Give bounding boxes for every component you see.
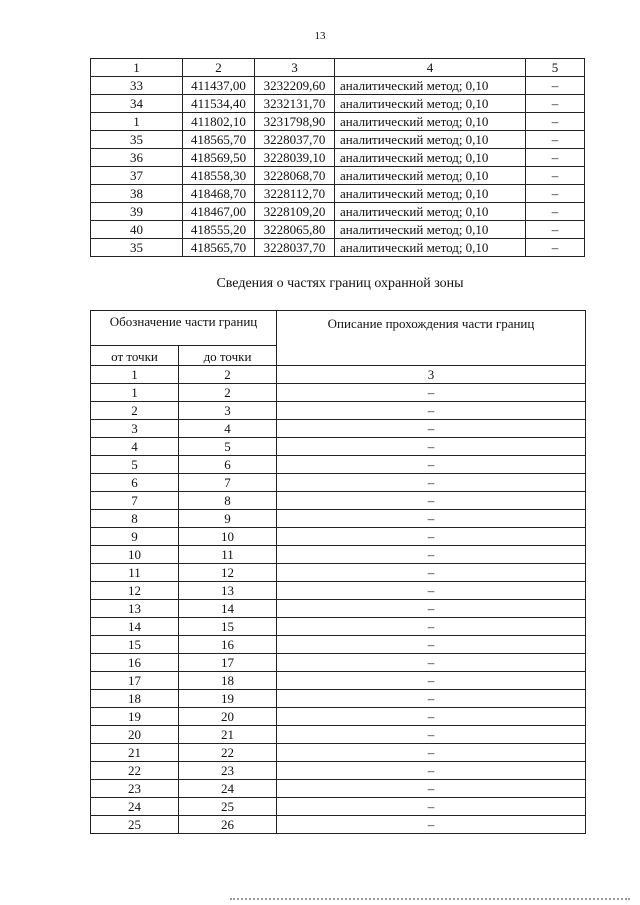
description-cell: –	[277, 672, 586, 690]
table-row	[91, 726, 586, 744]
to-point-cell: 19	[179, 690, 277, 708]
method-cell: аналитический метод; 0,10	[335, 167, 526, 185]
table-row	[91, 113, 585, 131]
table-row	[91, 780, 586, 798]
x-coordinate-cell: 418467,00	[183, 203, 255, 221]
coordinates-table-body	[91, 77, 585, 257]
from-point-cell: 14	[91, 618, 179, 636]
page-number: 13	[314, 30, 326, 42]
from-point-cell: 9	[91, 528, 179, 546]
from-point-cell: 16	[91, 654, 179, 672]
table-row	[91, 654, 586, 672]
table-row	[91, 239, 585, 257]
method-cell: аналитический метод; 0,10	[335, 131, 526, 149]
from-point-cell: 10	[91, 546, 179, 564]
x-coordinate-cell: 411802,10	[183, 113, 255, 131]
description-cell: –	[277, 474, 586, 492]
to-point-cell: 14	[179, 600, 277, 618]
y-coordinate-cell: 3228068,70	[255, 167, 335, 185]
boundary-parts-header-row	[91, 311, 586, 346]
description-cell: –	[277, 600, 586, 618]
y-coordinate-cell: 3228037,70	[255, 239, 335, 257]
boundary-parts-body	[91, 384, 586, 834]
y-coordinate-cell: 3231798,90	[255, 113, 335, 131]
table-row	[91, 672, 586, 690]
table-row	[91, 618, 586, 636]
from-point-cell: 7	[91, 492, 179, 510]
table-row	[91, 474, 586, 492]
point-number-cell: 36	[91, 149, 183, 167]
from-point-cell: 3	[91, 420, 179, 438]
point-number-cell: 37	[91, 167, 183, 185]
table-row	[91, 438, 586, 456]
point-number-cell: 1	[91, 113, 183, 131]
page-bottom-line	[230, 898, 630, 902]
note-cell: –	[526, 239, 585, 257]
coordinates-header-cell: 4	[335, 59, 526, 77]
part-description-header: Описание прохождения части границ	[277, 311, 586, 366]
x-coordinate-cell: 418565,70	[183, 131, 255, 149]
to-point-cell: 5	[179, 438, 277, 456]
note-cell: –	[526, 113, 585, 131]
to-point-cell: 10	[179, 528, 277, 546]
to-point-cell: 12	[179, 564, 277, 582]
to-point-cell: 6	[179, 456, 277, 474]
description-cell: –	[277, 564, 586, 582]
to-point-cell: 22	[179, 744, 277, 762]
note-cell: –	[526, 95, 585, 113]
description-cell: –	[277, 582, 586, 600]
boundary-parts-number-row	[91, 366, 586, 384]
table-row	[91, 95, 585, 113]
coordinates-header-cell: 1	[91, 59, 183, 77]
table-row	[91, 582, 586, 600]
x-coordinate-cell: 418468,70	[183, 185, 255, 203]
table-row	[91, 564, 586, 582]
from-point-cell: 13	[91, 600, 179, 618]
table-row	[91, 816, 586, 834]
table-row	[91, 528, 586, 546]
part-designation-header: Обозначение части границ	[91, 311, 277, 346]
table-row	[91, 149, 585, 167]
point-number-cell: 40	[91, 221, 183, 239]
description-cell: –	[277, 618, 586, 636]
boundary-parts-table	[90, 310, 586, 834]
boundary-parts-header	[91, 311, 586, 384]
table-row	[91, 402, 586, 420]
to-point-cell: 7	[179, 474, 277, 492]
table-row	[91, 131, 585, 149]
x-coordinate-cell: 411437,00	[183, 77, 255, 95]
table-row	[91, 690, 586, 708]
from-point-cell: 2	[91, 402, 179, 420]
column-number-cell: 1	[91, 366, 179, 384]
y-coordinate-cell: 3228065,80	[255, 221, 335, 239]
description-cell: –	[277, 816, 586, 834]
to-point-header: до точки	[179, 346, 277, 366]
table-row	[91, 798, 586, 816]
note-cell: –	[526, 221, 585, 239]
table-row	[91, 203, 585, 221]
x-coordinate-cell: 418555,20	[183, 221, 255, 239]
from-point-cell: 20	[91, 726, 179, 744]
point-number-cell: 35	[91, 131, 183, 149]
to-point-cell: 3	[179, 402, 277, 420]
y-coordinate-cell: 3232209,60	[255, 77, 335, 95]
description-cell: –	[277, 690, 586, 708]
column-number-cell: 3	[277, 366, 586, 384]
to-point-cell: 11	[179, 546, 277, 564]
note-cell: –	[526, 131, 585, 149]
to-point-cell: 21	[179, 726, 277, 744]
from-point-cell: 15	[91, 636, 179, 654]
y-coordinate-cell: 3228112,70	[255, 185, 335, 203]
to-point-cell: 24	[179, 780, 277, 798]
to-point-cell: 4	[179, 420, 277, 438]
description-cell: –	[277, 384, 586, 402]
description-cell: –	[277, 636, 586, 654]
table-row	[91, 167, 585, 185]
to-point-cell: 15	[179, 618, 277, 636]
method-cell: аналитический метод; 0,10	[335, 185, 526, 203]
method-cell: аналитический метод; 0,10	[335, 221, 526, 239]
to-point-cell: 18	[179, 672, 277, 690]
point-number-cell: 33	[91, 77, 183, 95]
coordinates-table	[90, 58, 585, 257]
to-point-cell: 17	[179, 654, 277, 672]
description-cell: –	[277, 438, 586, 456]
to-point-cell: 23	[179, 762, 277, 780]
from-point-cell: 11	[91, 564, 179, 582]
description-cell: –	[277, 456, 586, 474]
description-cell: –	[277, 510, 586, 528]
description-cell: –	[277, 708, 586, 726]
table-row	[91, 510, 586, 528]
table-row	[91, 221, 585, 239]
description-cell: –	[277, 762, 586, 780]
x-coordinate-cell: 411534,40	[183, 95, 255, 113]
coordinates-table-header	[91, 59, 585, 77]
description-cell: –	[277, 420, 586, 438]
note-cell: –	[526, 77, 585, 95]
y-coordinate-cell: 3228039,10	[255, 149, 335, 167]
to-point-cell: 9	[179, 510, 277, 528]
from-point-cell: 22	[91, 762, 179, 780]
method-cell: аналитический метод; 0,10	[335, 95, 526, 113]
table-row	[91, 185, 585, 203]
coordinates-header-cell: 2	[183, 59, 255, 77]
point-number-cell: 34	[91, 95, 183, 113]
table-row	[91, 546, 586, 564]
x-coordinate-cell: 418558,30	[183, 167, 255, 185]
to-point-cell: 13	[179, 582, 277, 600]
table-row	[91, 420, 586, 438]
description-cell: –	[277, 546, 586, 564]
table-row	[91, 636, 586, 654]
to-point-cell: 8	[179, 492, 277, 510]
from-point-cell: 4	[91, 438, 179, 456]
point-number-cell: 38	[91, 185, 183, 203]
from-point-cell: 8	[91, 510, 179, 528]
from-point-cell: 25	[91, 816, 179, 834]
description-cell: –	[277, 528, 586, 546]
description-cell: –	[277, 726, 586, 744]
description-cell: –	[277, 744, 586, 762]
x-coordinate-cell: 418565,70	[183, 239, 255, 257]
coordinates-header-cell: 5	[526, 59, 585, 77]
note-cell: –	[526, 185, 585, 203]
from-point-cell: 17	[91, 672, 179, 690]
y-coordinate-cell: 3228109,20	[255, 203, 335, 221]
table-row	[91, 600, 586, 618]
column-number-cell: 2	[179, 366, 277, 384]
from-point-header: от точки	[91, 346, 179, 366]
x-coordinate-cell: 418569,50	[183, 149, 255, 167]
method-cell: аналитический метод; 0,10	[335, 149, 526, 167]
from-point-cell: 23	[91, 780, 179, 798]
note-cell: –	[526, 149, 585, 167]
description-cell: –	[277, 402, 586, 420]
table-row	[91, 762, 586, 780]
to-point-cell: 25	[179, 798, 277, 816]
to-point-cell: 2	[179, 384, 277, 402]
from-point-cell: 18	[91, 690, 179, 708]
table-row	[91, 456, 586, 474]
table-row	[91, 744, 586, 762]
method-cell: аналитический метод; 0,10	[335, 77, 526, 95]
from-point-cell: 24	[91, 798, 179, 816]
note-cell: –	[526, 203, 585, 221]
coordinates-header-cell: 3	[255, 59, 335, 77]
from-point-cell: 6	[91, 474, 179, 492]
method-cell: аналитический метод; 0,10	[335, 203, 526, 221]
method-cell: аналитический метод; 0,10	[335, 113, 526, 131]
from-point-cell: 12	[91, 582, 179, 600]
to-point-cell: 16	[179, 636, 277, 654]
from-point-cell: 5	[91, 456, 179, 474]
note-cell: –	[526, 167, 585, 185]
point-number-cell: 35	[91, 239, 183, 257]
y-coordinate-cell: 3228037,70	[255, 131, 335, 149]
description-cell: –	[277, 780, 586, 798]
method-cell: аналитический метод; 0,10	[335, 239, 526, 257]
to-point-cell: 20	[179, 708, 277, 726]
from-point-cell: 19	[91, 708, 179, 726]
description-cell: –	[277, 798, 586, 816]
table-row	[91, 384, 586, 402]
table-row	[91, 492, 586, 510]
description-cell: –	[277, 492, 586, 510]
point-number-cell: 39	[91, 203, 183, 221]
description-cell: –	[277, 654, 586, 672]
table-row	[91, 708, 586, 726]
from-point-cell: 1	[91, 384, 179, 402]
section-title: Сведения о частях границ охранной зоны	[216, 276, 464, 291]
to-point-cell: 26	[179, 816, 277, 834]
table-row	[91, 77, 585, 95]
y-coordinate-cell: 3232131,70	[255, 95, 335, 113]
coordinates-header-row	[91, 59, 585, 77]
from-point-cell: 21	[91, 744, 179, 762]
